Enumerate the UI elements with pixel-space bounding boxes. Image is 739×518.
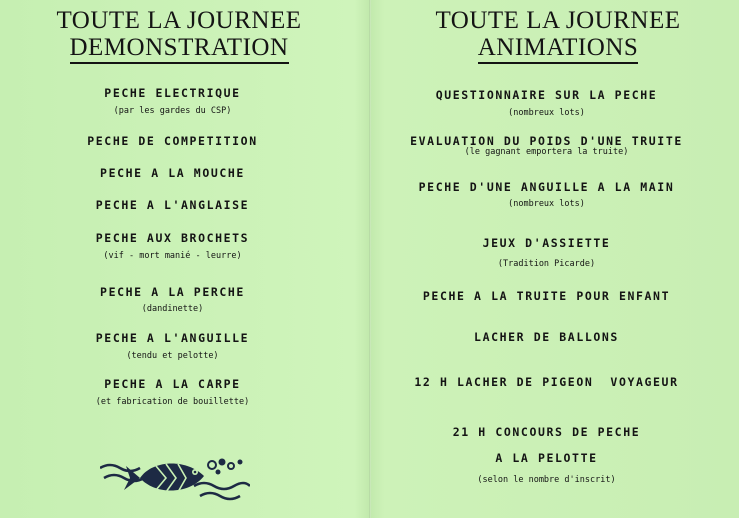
left-item-4: PECHE A L'ANGLAISE <box>95 198 250 212</box>
left-item-7-note: (tendu et pelotte) <box>126 351 219 361</box>
right-item-5: PECHE A LA TRUITE POUR ENFANT <box>422 289 671 303</box>
right-item-9: A LA PELOTTE <box>495 451 598 465</box>
right-item-9-note: (selon le nombre d'inscrit) <box>477 475 616 485</box>
left-item-7: PECHE A L'ANGUILLE <box>95 331 250 345</box>
right-item-4: JEUX D'ASSIETTE <box>482 236 611 250</box>
right-item-8: 21 H CONCOURS DE PECHE <box>452 425 641 439</box>
fish-icon <box>100 456 250 504</box>
right-item-1-note: (nombreux lots) <box>508 108 585 118</box>
right-title-line2 <box>388 35 728 61</box>
left-item-3: PECHE A LA MOUCHE <box>100 166 245 180</box>
left-item-8-note: (et fabrication de bouillette) <box>95 397 250 407</box>
left-item-6: PECHE A LA PERCHE <box>100 285 245 299</box>
left-item-5-note: (vif - mort manié - leurre) <box>103 251 242 261</box>
left-item-2: PECHE DE COMPETITION <box>87 134 258 148</box>
right-item-1: QUESTIONNAIRE SUR LA PECHE <box>435 88 658 102</box>
right-title-line1: TOUTE LA JOURNEE <box>435 7 681 34</box>
right-item-6: LACHER DE BALLONS <box>474 330 619 344</box>
left-title-line2 <box>19 35 339 61</box>
right-item-7: 12 H LACHER DE PIGEON VOYAGEUR <box>414 375 679 389</box>
left-item-1-note: (par les gardes du CSP) <box>113 106 232 116</box>
left-item-5: PECHE AUX BROCHETS <box>95 231 250 245</box>
left-item-6-note: (dandinette) <box>141 304 204 314</box>
right-item-2: EVALUATION DU POIDS D'UNE TRUITE <box>410 134 683 148</box>
left-title-underlined: DEMONSTRATION <box>70 34 289 64</box>
right-item-4-note: (Tradition Picarde) <box>497 259 596 269</box>
right-item-3: PECHE D'UNE ANGUILLE A LA MAIN <box>418 180 675 194</box>
left-panel <box>0 0 369 518</box>
right-panel <box>370 0 739 518</box>
left-item-1: PECHE ELECTRIQUE <box>104 86 241 100</box>
left-title-line1: TOUTE LA JOURNEE <box>56 7 302 34</box>
right-title-underlined: ANIMATIONS <box>478 34 639 64</box>
left-item-8: PECHE A LA CARPE <box>104 377 241 391</box>
right-item-2-note: (le gagnant emportera la truite) <box>464 147 629 157</box>
right-item-3-note: (nombreux lots) <box>508 199 585 209</box>
